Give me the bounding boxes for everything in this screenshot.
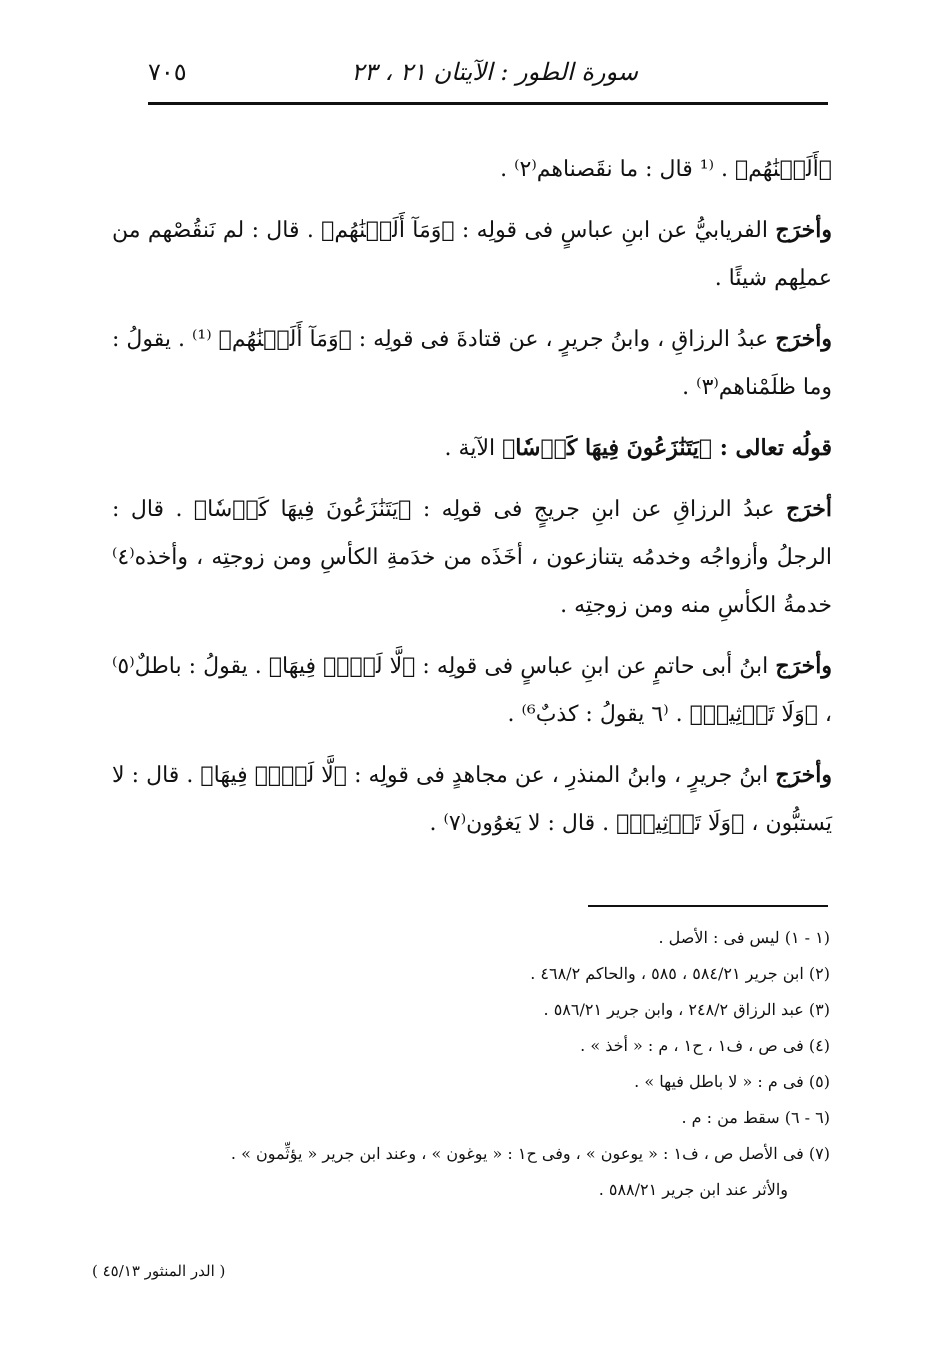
verse-heading-rest: الآية . [444, 436, 503, 461]
footnote-2: (٢) ابن جرير ٥٨٤/٢١ ، ٥٨٥ ، والحاكم ٤٦٨/٢ . [530, 964, 830, 983]
paragraph-3-lead: وأخرَج [775, 326, 832, 352]
footnote-7-continued: والأثر عند ابن جرير ٥٨٨/٢١ . [598, 1180, 788, 1199]
paragraph-6-text: ابنُ جريرٍ ، وابنُ المنذرِ ، عن مجاهدٍ فى قولِه : ﴿لَّا لَغۡوٞ فِيهَا﴾ . قال : لا يَستبُّون ، ﴿وَلَا تَأۡثِيمٞ﴾ . قال : لا يَغوُون⁽٧⁾ . [112, 763, 832, 836]
paragraph-5-lead: وأخرَج [775, 653, 832, 679]
paragraph-4 [112, 485, 832, 630]
footnote-5: (٥) فى م : « لا باطل فيها » . [634, 1072, 830, 1091]
footnote-3: (٣) عبد الرزاق ٢٤٨/٢ ، وابن جرير ٥٨٦/٢١ . [543, 1000, 830, 1019]
footnote-4: (٤) فى ص ، ف١ ، ح١ ، م : « أخذ » . [580, 1036, 830, 1055]
paragraph-1 [112, 146, 832, 194]
paragraph-1-text: ﴿أَلَتۡنَٰهُم﴾ . ⁽¹ قال : ما نقَصناهم⁽٢⁾ . [500, 157, 832, 182]
main-text [112, 146, 832, 860]
paragraph-5 [112, 642, 832, 739]
footnote-1: (١ - ١) ليس فى : الأصل . [658, 928, 830, 947]
paragraph-3 [112, 315, 832, 412]
paragraph-3-text: عبدُ الرزاقِ ، وابنُ جريرٍ ، عن قتادةَ فى قولِه : ﴿وَمَآ أَلَتۡنَٰهُم﴾ ⁽¹⁾ . يقولُ : وما ظلَمْناهم⁽٣⁾ . [112, 327, 832, 400]
header-rule [148, 102, 828, 105]
footnote-7: (٧) فى الأصل ص ، ف١ : « يوعون » ، وفى ح١ : « يوغون » ، وعند ابن جرير « يؤثِّمون » . [230, 1144, 830, 1163]
paragraph-2-lead: وأخرَج [775, 217, 832, 243]
running-title: سورة الطور : الآيتان ٢١ ، ٢٣ [351, 58, 638, 86]
paragraph-4-text: عبدُ الرزاقِ عن ابنِ جريجٍ فى قولِه : ﴿يَتَنَٰزَعُونَ فِيهَا كَأۡسٗا﴾ . قال : الرجلُ وأزواجُه وخدمُه يتنازعون ، أخَذَه من خدَمةِ الكأسِ ومن زوجتِه ، وأخذه⁽٤⁾ خدمةُ الكأسِ منه ومن زوجتِه . [112, 497, 832, 618]
footnote-6: (٦ - ٦) سقط من : م . [681, 1108, 830, 1127]
paragraph-5-text: ابنُ أبى حاتمٍ عن ابنِ عباسٍ فى قولِه : ﴿لَّا لَغۡوٞ فِيهَا﴾ . يقولُ : باطلٌ⁽٥⁾ ، ﴿وَلَا تَأۡثِيمٞ﴾ . ⁽٦ يقولُ : كذبٌ⁶⁾ . [112, 654, 832, 727]
footnotes [110, 920, 830, 1208]
paragraph-6-lead: وأخرَج [775, 762, 832, 788]
page-header [148, 58, 828, 98]
footnote-rule [588, 905, 828, 907]
paragraph-2-text: الفريابيُّ عن ابنِ عباسٍ فى قولِه : ﴿وَمَآ أَلَتۡنَٰهُم﴾ . قال : لم نَنقُصْهم من عملِهم شيئًا . [112, 218, 832, 291]
paragraph-4-lead: أخرَج [785, 496, 832, 522]
verse-heading [112, 424, 832, 473]
paragraph-6 [112, 751, 832, 848]
source-reference: ( الدر المنثور ٤٥/١٣ ) [92, 1262, 226, 1280]
paragraph-2 [112, 206, 832, 303]
verse-heading-text: قولُه تعالى : ﴿يَتَنَٰزَعُونَ فِيهَا كَأۡسٗا﴾ [502, 435, 832, 461]
page-number: ٧٠٥ [148, 58, 187, 86]
